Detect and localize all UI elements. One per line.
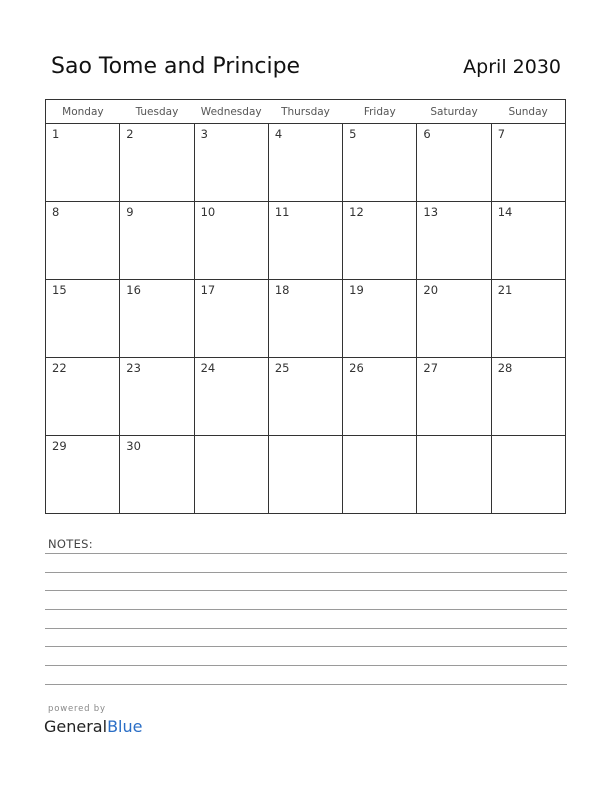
day-number: 15: [52, 283, 67, 297]
day-cell: [268, 280, 342, 358]
weekday-header-row: [46, 100, 566, 124]
day-number: 16: [126, 283, 141, 297]
day-number: 12: [349, 205, 364, 219]
day-cell: [417, 280, 491, 358]
weekday-sunday: Sunday: [491, 100, 565, 124]
day-cell: [491, 202, 565, 280]
day-cell: [120, 436, 194, 514]
day-number: 14: [497, 205, 513, 219]
day-number: 3: [200, 127, 208, 141]
day-number: 20: [423, 283, 439, 297]
day-number: 17: [200, 283, 216, 297]
day-cell: [491, 124, 565, 202]
day-number: 27: [423, 361, 439, 375]
day-number: [343, 436, 416, 439]
day-cell: [343, 124, 417, 202]
day-cell: [417, 436, 491, 514]
day-number: [195, 436, 268, 439]
notes-label: NOTES:: [48, 537, 93, 551]
day-number: [492, 436, 565, 439]
notes-line: [45, 628, 567, 629]
day-number: 10: [200, 205, 216, 219]
day-cell: [417, 202, 491, 280]
powered-by-label: powered by: [48, 704, 106, 714]
day-number: 4: [274, 127, 283, 141]
weekday-tuesday: Tuesday: [120, 100, 194, 124]
day-cell: [417, 124, 491, 202]
day-number: 2: [126, 127, 134, 141]
day-number: 19: [349, 283, 364, 297]
day-cell: [491, 358, 565, 436]
notes-line: [45, 609, 567, 610]
day-number: 23: [126, 361, 141, 375]
notes-line: [45, 553, 567, 554]
day-number: 5: [349, 127, 357, 141]
day-cell: [46, 280, 120, 358]
day-number: 18: [274, 283, 290, 297]
weekday-saturday: Saturday: [417, 100, 491, 124]
month-year: April 2030: [463, 56, 561, 78]
day-number: 26: [349, 361, 364, 375]
weekday-monday: Monday: [46, 100, 120, 124]
day-cell: [46, 436, 120, 514]
day-cell: [120, 280, 194, 358]
week-row: [46, 280, 566, 358]
week-row: [46, 436, 566, 514]
day-number: 25: [274, 361, 290, 375]
day-cell: [46, 124, 120, 202]
day-number: 6: [423, 127, 431, 141]
week-row: [46, 124, 566, 202]
calendar-grid: [45, 99, 566, 514]
day-number: 7: [497, 127, 506, 141]
day-number: 22: [52, 361, 67, 375]
weekday-thursday: Thursday: [268, 100, 342, 124]
day-number: 28: [497, 361, 513, 375]
brand-logo[interactable]: [44, 717, 142, 736]
notes-line: [45, 590, 567, 591]
day-cell: [120, 358, 194, 436]
day-number: 1: [52, 127, 60, 141]
day-cell: [46, 202, 120, 280]
day-cell: [194, 124, 268, 202]
day-number: 11: [274, 205, 290, 219]
day-cell: [194, 358, 268, 436]
day-number: 21: [497, 283, 513, 297]
day-cell: [194, 202, 268, 280]
day-number: 29: [52, 439, 67, 453]
notes-line: [45, 665, 567, 666]
notes-line: [45, 572, 567, 573]
day-cell: [343, 358, 417, 436]
day-number: [269, 436, 342, 439]
day-number: 8: [52, 205, 60, 219]
day-cell: [343, 436, 417, 514]
notes-line: [45, 684, 567, 685]
day-number: 9: [126, 205, 134, 219]
page-title: Sao Tome and Principe: [51, 54, 301, 79]
weekday-friday: Friday: [343, 100, 417, 124]
day-cell: [268, 358, 342, 436]
week-row: [46, 358, 566, 436]
notes-line: [45, 646, 567, 647]
day-number: 13: [423, 205, 439, 219]
week-row: [46, 202, 566, 280]
brand-blue-text: Blue: [107, 717, 143, 736]
day-cell: [343, 280, 417, 358]
day-cell: [417, 358, 491, 436]
day-cell: [268, 436, 342, 514]
day-cell: [491, 280, 565, 358]
weekday-wednesday: Wednesday: [194, 100, 268, 124]
day-cell: [194, 280, 268, 358]
day-cell: [194, 436, 268, 514]
day-number: 24: [200, 361, 216, 375]
day-cell: [268, 202, 342, 280]
day-number: 30: [126, 439, 141, 453]
day-cell: [46, 358, 120, 436]
day-cell: [268, 124, 342, 202]
day-cell: [120, 202, 194, 280]
day-cell: [120, 124, 194, 202]
brand-general-text: General: [44, 717, 108, 736]
day-cell: [343, 202, 417, 280]
day-number: [417, 436, 490, 439]
day-cell: [491, 436, 565, 514]
